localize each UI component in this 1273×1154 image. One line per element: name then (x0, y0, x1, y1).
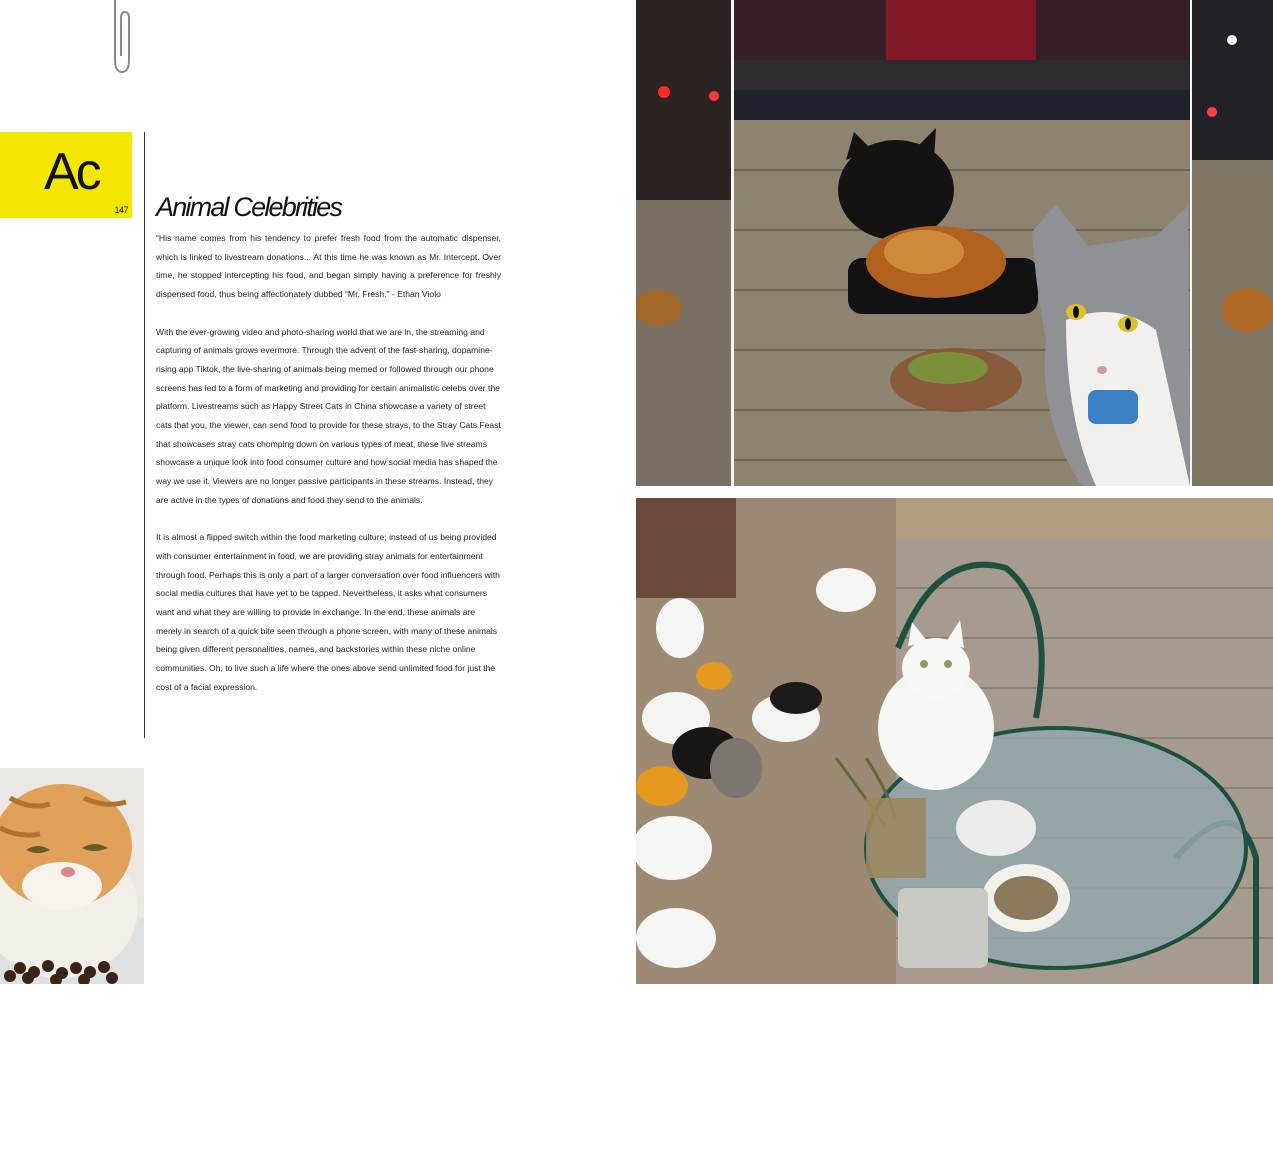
body-paragraph: It is almost a flipped switch within the food marketing culture; instead of us being provided with consumer entertainment in food, we are providing stray animals for entertainment through food. Perhaps this is only a part of a larger conversation over food influencers with social media cultures that have yet to be tapped. Nevertheless, it asks what consumers want and what they are willing to provide in exchange. In the end, these animals are merely in search of a quick bite seen through a phone screen, with many of these animals being given different personalities, names, and backstories within these niche online communities. Oh, to live such a life where the ones above send unlimited food for just the cost of a facial expression. (156, 532, 500, 692)
article-body (156, 229, 501, 715)
quote-paragraph: “His name comes from his tendency to prefer fresh food from the automatic dispenser, which is linked to livestream donations... At this time he was known as Mr. Intercept. Over time, he stopped intercepting his food, and began simply having a preference for freshly dispensed food, thus being affectionately dubbed “Mr. Fresh.” - Ethan Violo (156, 233, 501, 300)
street-cat-livestream-photo (636, 0, 1273, 486)
left-page (0, 0, 636, 984)
side-eye-cat-photo (0, 768, 144, 984)
element-tile (0, 132, 132, 218)
element-symbol: Ac (44, 143, 99, 201)
divider-line (144, 132, 145, 738)
felines-eating-photo (636, 498, 1273, 984)
article-title: Animal Celebrities (156, 192, 342, 222)
paperclip-icon (108, 0, 138, 78)
page-number: 147 (114, 205, 128, 215)
body-paragraph: With the ever-growing video and photo-sharing world that we are in, the streaming and capturing of animals grows evermore. Through the advent of the fast-sharing, dopamine-rising app Tiktok, the live-sharing of animals being memed or followed through our phone screens has led to a form of marketing and providing for certain animalistic celebs over the platform. Livestreams such as Happy Street Cats in China showcase a variety of street cats that you, the viewer, can send food to provide for these strays, to the Stray Cats Feast that showcases stray cats chomping down on various types of meat, these live streams showcase a unique look into food consumer culture and how social media has shaped the way we use it. Viewers are no longer passive participants in these streams. Instead, they are active in the types of donations and food they send to the animals. (156, 326, 501, 505)
